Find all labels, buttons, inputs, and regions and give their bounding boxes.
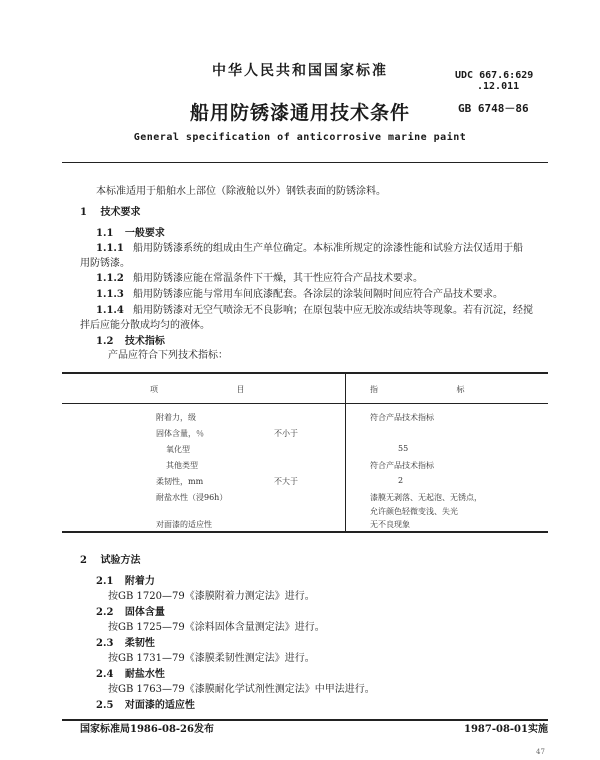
table-header-index <box>370 384 465 395</box>
table-row-item: 柔韧性，mm <box>156 477 204 486</box>
section-2-1-heading <box>96 575 155 589</box>
footer-rule <box>62 719 548 721</box>
clause-1-1-2-text: 船用防锈漆应能在常温条件下干燥，其干性应符合产品技术要求。 <box>133 273 424 284</box>
section-2-4-number: 2.4 <box>96 669 114 680</box>
section-2-3-text: 按GB 1731—79《漆膜柔韧性测定法》进行。 <box>108 653 315 664</box>
section-2-5-heading <box>96 699 195 713</box>
section-1-1-title: 一般要求 <box>124 228 165 239</box>
clause-1-1-1-text-a: 船用防锈漆系统的组成由生产单位确定。本标准所规定的涂漆性能和试验方法仅适用于船 <box>133 243 524 254</box>
section-1-2-number: 1.2 <box>96 336 114 347</box>
table-row-item: 对面漆的适应性 <box>156 520 212 529</box>
section-1-number: 1 <box>80 207 87 218</box>
clause-1-1-2-number: 1.1.2 <box>96 273 124 284</box>
udc-code <box>455 70 533 92</box>
header-rule <box>62 162 548 163</box>
section-2-2-number: 2.2 <box>96 607 114 618</box>
table-header-index-b: 标 <box>456 385 465 394</box>
table-header-index-a: 指 <box>370 385 378 394</box>
clause-1-1-2 <box>96 272 423 286</box>
clause-1-1-4-continued: 拌后应能分散成均匀的液体。 <box>80 320 210 331</box>
section-2-heading <box>80 554 140 568</box>
table-row-value: 2 <box>398 476 404 485</box>
section-1-2-title: 技术指标 <box>124 336 165 347</box>
section-2-5-number: 2.5 <box>96 700 114 711</box>
section-2-4-text: 按GB 1763—79《漆膜耐化学试剂性测定法》中甲法进行。 <box>108 684 375 695</box>
section-2-5-title: 对面漆的适应性 <box>124 700 195 711</box>
section-2-1-number: 2.1 <box>96 576 114 587</box>
clause-1-1-1-continued: 用防锈漆。 <box>80 258 130 269</box>
section-2-2-heading <box>96 606 165 620</box>
table-header-item-a: 项 <box>150 385 158 394</box>
table-header-item <box>150 384 245 395</box>
table-row-value: 符合产品技术指标 <box>370 413 434 422</box>
section-2-3-heading <box>96 637 155 651</box>
table-row-value: 漆膜无剥落、无起泡、无锈点， <box>370 493 482 502</box>
table-header-item-b: 目 <box>236 385 245 394</box>
table-column-divider <box>345 372 346 531</box>
section-1-heading <box>80 206 140 220</box>
section-2-1-title: 附着力 <box>124 576 155 587</box>
clause-1-1-4 <box>96 304 533 318</box>
intro-paragraph: 本标准适用于船舶水上部位（除液舱以外）钢铁表面的防锈涂料。 <box>96 186 386 197</box>
table-row-value: 允许颜色轻微变浅、失光 <box>370 507 458 516</box>
english-title: General specification of anticorrosive marine paint <box>133 132 467 143</box>
section-1-1-number: 1.1 <box>96 228 114 239</box>
section-2-4-heading <box>96 668 165 682</box>
section-2-3-title: 柔韧性 <box>124 638 155 649</box>
effective-date: 1987-08-01实施 <box>464 724 548 735</box>
standard-category-title: 中华人民共和国国家标准 <box>212 63 388 79</box>
section-2-1-text: 按GB 1720—79《漆膜附着力测定法》进行。 <box>108 591 315 602</box>
table-row-qualifier: 不大于 <box>274 477 298 486</box>
clause-1-1-1 <box>96 242 523 256</box>
table-bottom-rule <box>62 531 548 533</box>
clause-1-1-4-text-a: 船用防锈漆对无空气喷涂无不良影响；在原包装中应无胶冻或结块等现象。若有沉淀，经搅 <box>133 305 534 316</box>
table-row-item: 氧化型 <box>166 445 190 454</box>
gb-standard-code: GB 6748－86 <box>458 102 529 115</box>
table-header-rule <box>62 403 548 404</box>
udc-line-1: UDC 667.6:629 <box>455 70 534 81</box>
section-1-title: 技术要求 <box>100 207 141 218</box>
table-row-qualifier: 不小于 <box>274 429 298 438</box>
section-2-2-title: 固体含量 <box>124 607 165 618</box>
table-row-value: 符合产品技术指标 <box>370 461 434 470</box>
section-2-4-title: 耐盐水性 <box>124 669 165 680</box>
section-2-number: 2 <box>80 555 87 566</box>
section-2-title: 试验方法 <box>100 555 141 566</box>
page-number: 47 <box>536 748 545 756</box>
section-1-2-text: 产品应符合下列技术指标： <box>108 350 228 361</box>
document-title: 船用防锈漆通用技术条件 <box>189 102 410 124</box>
table-row-item: 附着力，级 <box>156 413 196 422</box>
section-1-1-heading <box>96 227 165 241</box>
table-top-rule <box>62 372 548 374</box>
table-row-value: 55 <box>398 444 409 453</box>
issuer-date: 国家标准局1986-08-26发布 <box>80 724 214 735</box>
table-row-value: 无不良现象 <box>370 520 410 529</box>
table-row-item: 固体含量，％ <box>156 429 204 438</box>
clause-1-1-3-number: 1.1.3 <box>96 289 124 300</box>
table-row-item: 耐盐水性（浸96h） <box>156 493 228 502</box>
clause-1-1-1-number: 1.1.1 <box>96 243 124 254</box>
clause-1-1-3 <box>96 288 503 302</box>
clause-1-1-4-number: 1.1.4 <box>96 305 124 316</box>
clause-1-1-3-text: 船用防锈漆应能与常用车间底漆配套。各涂层的涂装间隔时间应符合产品技术要求。 <box>133 289 504 300</box>
section-2-2-text: 按GB 1725—79《涂料固体含量测定法》进行。 <box>108 622 325 633</box>
section-1-2-heading <box>96 335 165 349</box>
udc-line-2: .12.011 <box>477 81 520 92</box>
table-row-item: 其他类型 <box>166 461 198 470</box>
section-2-3-number: 2.3 <box>96 638 114 649</box>
